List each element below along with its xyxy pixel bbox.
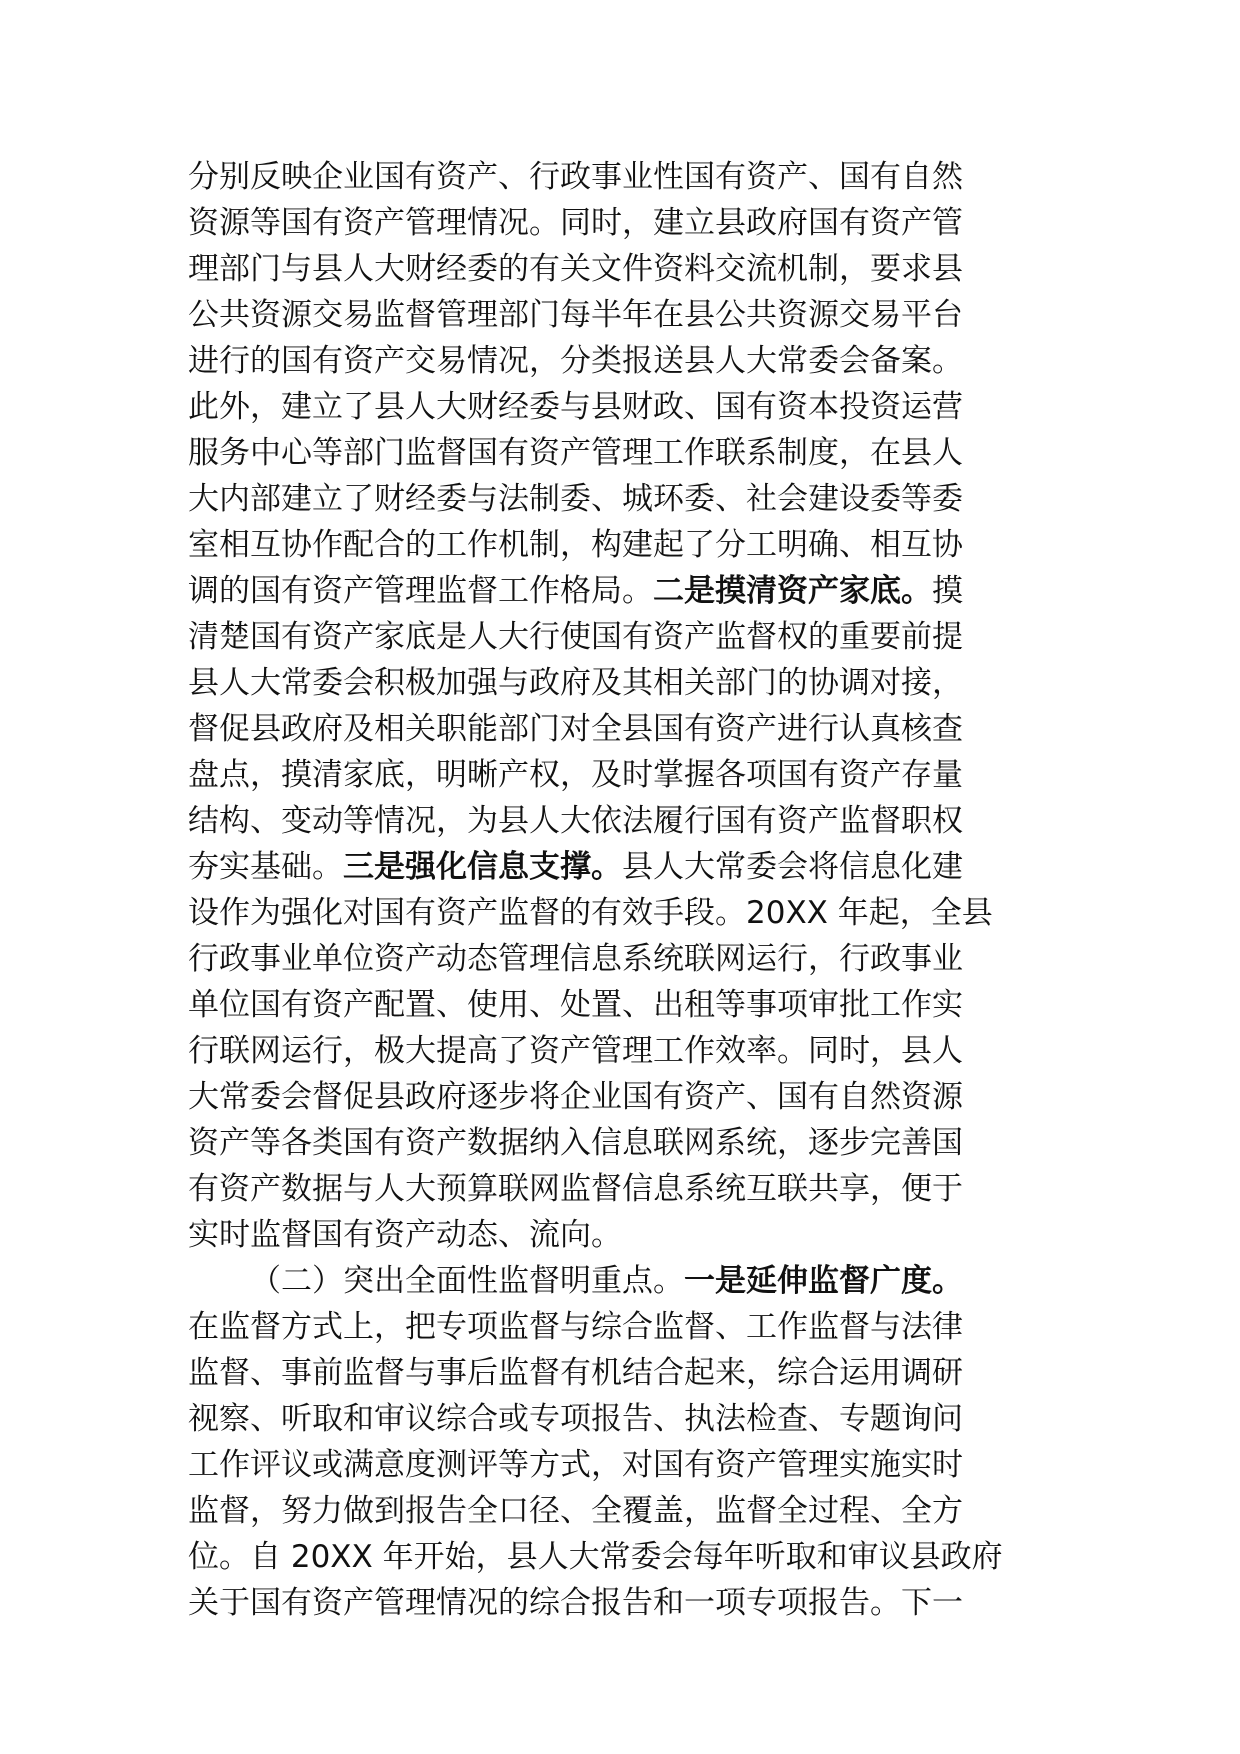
text-line — [188, 1350, 1058, 1396]
text-line — [188, 844, 1058, 890]
text-segment: 监督，努力做到报告全口径、全覆盖，监督全过程、全方 — [188, 1493, 963, 1529]
text-segment: 分别反映企业国有资产、行政事业性国有资产、国有自然 — [188, 159, 963, 195]
text-segment: 县人大常委会积极加强与政府及其相关部门的协调对接， — [188, 665, 963, 701]
text-line — [188, 798, 1058, 844]
text-line — [188, 338, 1058, 384]
text-line — [188, 1166, 1058, 1212]
text-line — [188, 246, 1058, 292]
body-text — [188, 154, 1058, 1626]
text-line — [188, 1488, 1058, 1534]
text-line — [188, 706, 1058, 752]
text-line — [188, 890, 1058, 936]
bold-heading-segment: 三是强化信息支撑。 — [343, 849, 622, 885]
text-line — [188, 1258, 1058, 1304]
text-segment: 在监督方式上，把专项监督与综合监督、工作监督与法律 — [188, 1309, 963, 1345]
text-line — [188, 1304, 1058, 1350]
text-segment: 清楚国有资产家底是人大行使国有资产监督权的重要前提 — [188, 619, 963, 655]
text-line — [188, 154, 1058, 200]
text-segment: 工作评议或满意度测评等方式，对国有资产管理实施实时 — [188, 1447, 963, 1483]
text-line — [188, 1534, 1058, 1580]
text-line — [188, 522, 1058, 568]
text-segment: 大内部建立了财经委与法制委、城环委、社会建设委等委 — [188, 481, 963, 517]
text-segment: 督促县政府及相关职能部门对全县国有资产进行认真核查 — [188, 711, 963, 747]
text-line — [188, 476, 1058, 522]
text-line — [188, 384, 1058, 430]
text-segment: 室相互协作配合的工作机制，构建起了分工明确、相互协 — [188, 527, 963, 563]
text-segment: 资源等国有资产管理情况。同时，建立县政府国有资产管 — [188, 205, 963, 241]
text-segment: 理部门与县人大财经委的有关文件资料交流机制，要求县 — [188, 251, 963, 287]
text-line — [188, 292, 1058, 338]
text-line — [188, 568, 1058, 614]
text-segment: 行政事业单位资产动态管理信息系统联网运行，行政事业 — [188, 941, 963, 977]
text-segment: 实时监督国有资产动态、流向。 — [188, 1217, 622, 1253]
text-line — [188, 1442, 1058, 1488]
text-segment: 视察、听取和审议综合或专项报告、执法检查、专题询问 — [188, 1401, 963, 1437]
text-segment: 监督、事前监督与事后监督有机结合起来，综合运用调研 — [188, 1355, 963, 1391]
text-line — [188, 660, 1058, 706]
text-line — [188, 982, 1058, 1028]
text-line — [188, 752, 1058, 798]
text-segment: 行联网运行，极大提高了资产管理工作效率。同时，县人 — [188, 1033, 963, 1069]
text-segment: 位。自 20XX 年开始，县人大常委会每年听取和审议县政府 — [188, 1539, 1003, 1575]
text-segment: 结构、变动等情况，为县人大依法履行国有资产监督职权 — [188, 803, 963, 839]
text-line — [188, 614, 1058, 660]
text-segment: 公共资源交易监督管理部门每半年在县公共资源交易平台 — [188, 297, 963, 333]
bold-heading-segment: 二是摸清资产家底。 — [653, 573, 932, 609]
text-line — [188, 936, 1058, 982]
bold-heading-segment: 一是延伸监督广度。 — [684, 1263, 963, 1299]
text-segment: 设作为强化对国有资产监督的有效手段。20XX 年起，全县 — [188, 895, 993, 931]
text-segment: 服务中心等部门监督国有资产管理工作联系制度，在县人 — [188, 435, 963, 471]
text-segment: 此外，建立了县人大财经委与县财政、国有资本投资运营 — [188, 389, 963, 425]
text-line — [188, 1074, 1058, 1120]
text-segment: 进行的国有资产交易情况，分类报送县人大常委会备案。 — [188, 343, 963, 379]
text-segment: 大常委会督促县政府逐步将企业国有资产、国有自然资源 — [188, 1079, 963, 1115]
text-segment: 关于国有资产管理情况的综合报告和一项专项报告。下一 — [188, 1585, 963, 1621]
text-line — [188, 1028, 1058, 1074]
text-segment: 有资产数据与人大预算联网监督信息系统互联共享，便于 — [188, 1171, 963, 1207]
text-segment: 单位国有资产配置、使用、处置、出租等事项审批工作实 — [188, 987, 963, 1023]
text-segment: 盘点，摸清家底，明晰产权，及时掌握各项国有资产存量 — [188, 757, 963, 793]
text-segment: 资产等各类国有资产数据纳入信息联网系统，逐步完善国 — [188, 1125, 963, 1161]
text-line — [188, 1580, 1058, 1626]
text-line — [188, 1120, 1058, 1166]
text-line — [188, 1396, 1058, 1442]
text-line — [188, 430, 1058, 476]
text-line — [188, 1212, 1058, 1258]
text-segment: 夯实基础。 — [188, 849, 343, 885]
text-segment: （二）突出全面性监督明重点。 — [250, 1263, 684, 1299]
text-segment: 调的国有资产管理监督工作格局。 — [188, 573, 653, 609]
text-segment: 县人大常委会将信息化建 — [622, 849, 963, 885]
text-segment: 摸 — [932, 573, 963, 609]
text-line — [188, 200, 1058, 246]
